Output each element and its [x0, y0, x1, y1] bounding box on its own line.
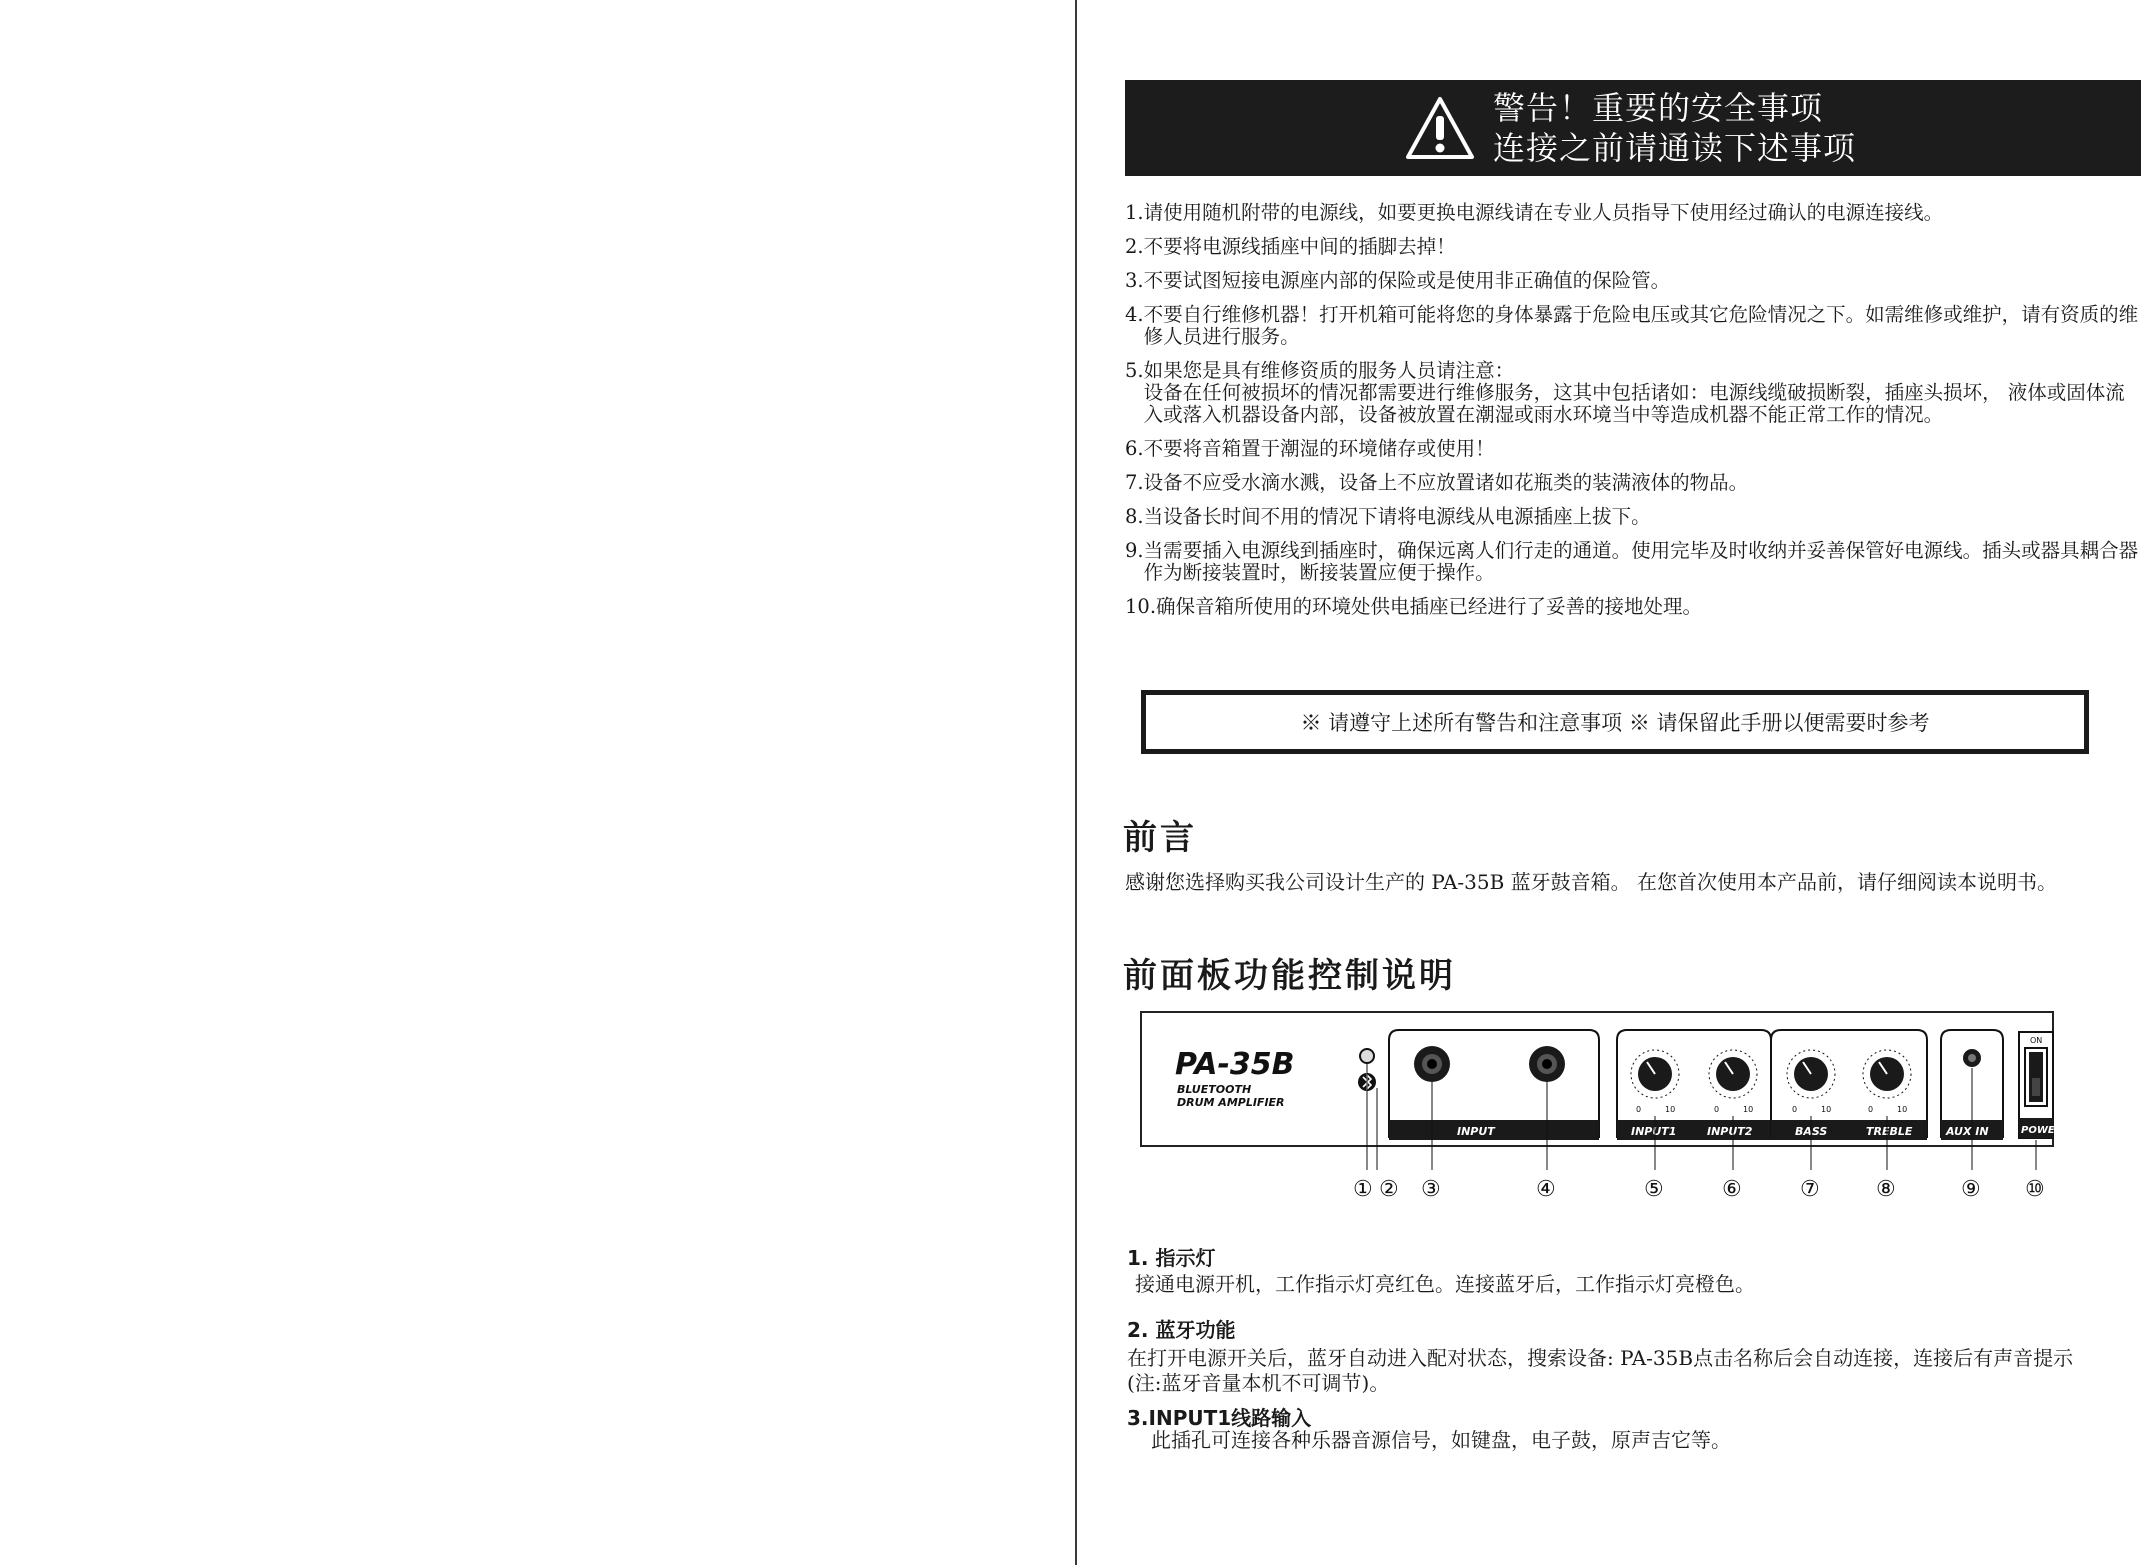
callout-1: ① — [1353, 1177, 1373, 1202]
item-text: 不要自行维修机器！打开机箱可能将您的身体暴露于危险电压或其它危险情况之下。如需维修或维护，请有资质的维修人员进行服务。 — [1143, 303, 2139, 348]
item-text: 当需要插入电源线到插座时，确保远离人们行走的通道。使用完毕及时收纳并妥善保管好电源线。插头或器具耦合器作为断接装置时，断接装置应便于操作。 — [1143, 539, 2139, 584]
item-text-group — [1144, 360, 2141, 426]
warning-subtitle: 连接之前请通读下述事项 — [1493, 129, 1857, 167]
list-item — [1125, 506, 2141, 528]
manual-page — [1077, 0, 2145, 1565]
knob-icon[interactable] — [1863, 1050, 1911, 1098]
jack-icon[interactable] — [1414, 1046, 1450, 1082]
callout-6: ⑥ — [1722, 1177, 1742, 1202]
power-section — [2019, 1030, 2062, 1138]
scale-max: 10 — [1665, 1105, 1676, 1114]
item-number: 1. — [1125, 201, 1144, 224]
list-item — [1125, 202, 2141, 224]
item-number: 2. — [1125, 235, 1144, 258]
section-3-text: 此插孔可连接各种乐器音源信号，如键盘，电子鼓，原声吉它等。 — [1151, 1428, 1731, 1452]
item-text: 确保音箱所使用的环境处供电插座已经进行了妥善的接地处理。 — [1156, 595, 1703, 618]
warning-title: 警告！重要的安全事项 — [1493, 89, 1824, 127]
front-panel-heading: 前面板功能控制说明 — [1123, 956, 1456, 996]
aux-in-label: AUX IN — [1946, 1125, 1989, 1138]
preface-heading: 前言 — [1123, 818, 1197, 858]
model-name: PA-35B — [1175, 1047, 1295, 1082]
warning-banner — [1125, 80, 2141, 176]
preface-text: 感谢您选择购买我公司设计生产的 PA-35B 蓝牙鼓音箱。 在您首次使用本产品前，请仔细阅读本说明书。 — [1125, 870, 2058, 894]
scale-min: 0 — [1868, 1105, 1874, 1114]
bass-label: BASS — [1795, 1125, 1828, 1138]
input1-label: INPUT1 — [1631, 1125, 1677, 1138]
item-text: 不要试图短接电源座内部的保险或是使用非正确值的保险管。 — [1143, 269, 1671, 292]
callout-4: ④ — [1536, 1177, 1556, 1202]
warning-triangle-icon — [1405, 96, 1475, 160]
input-label: INPUT — [1457, 1125, 1495, 1138]
list-item — [1125, 540, 2141, 584]
callout-7: ⑦ — [1800, 1177, 1820, 1202]
brand-line-2: DRUM AMPLIFIER — [1177, 1096, 1285, 1109]
item-text: 请使用随机附带的电源线，如要更换电源线请在专业人员指导下使用经过确认的电源连接线。 — [1143, 201, 1944, 224]
callout-8: ⑧ — [1876, 1177, 1896, 1202]
power-on-label: ON — [2030, 1036, 2043, 1045]
list-item — [1125, 236, 2141, 258]
input-jacks-section — [1389, 1030, 1599, 1140]
aux-jack-icon[interactable] — [1963, 1049, 1981, 1067]
scale-max: 10 — [1821, 1105, 1832, 1114]
callout-5: ⑤ — [1644, 1177, 1664, 1202]
list-item — [1125, 360, 2141, 426]
treble-label: TREBLE — [1866, 1125, 1913, 1138]
scale-max: 10 — [1743, 1105, 1754, 1114]
callout-9: ⑨ — [1961, 1177, 1981, 1202]
item-text: 设备不应受水滴水溅，设备上不应放置诸如花瓶类的装满液体的物品。 — [1143, 471, 1749, 494]
power-switch-icon[interactable] — [2025, 1048, 2047, 1106]
power-label: POWER — [2021, 1125, 2063, 1136]
brand-line-1: BLUETOOTH — [1177, 1083, 1252, 1096]
notice-box — [1141, 690, 2089, 754]
section-2-title: 2. 蓝牙功能 — [1127, 1318, 1236, 1342]
front-panel-diagram — [1139, 1008, 2089, 1208]
scale-min: 0 — [1792, 1105, 1798, 1114]
section-1-text: 接通电源开机，工作指示灯亮红色。连接蓝牙后，工作指示灯亮橙色。 — [1135, 1272, 1755, 1296]
callout-10: ⑩ — [2025, 1177, 2045, 1202]
indicator-led-icon — [1360, 1049, 1374, 1063]
item-number: 3. — [1125, 269, 1144, 292]
item-text: 不要将电源线插座中间的插脚去掉！ — [1143, 235, 1456, 258]
list-item — [1125, 304, 2141, 348]
input2-label: INPUT2 — [1707, 1125, 1753, 1138]
scale-min: 0 — [1714, 1105, 1720, 1114]
callout-2: ② — [1379, 1177, 1399, 1202]
item-text: 当设备长时间不用的情况下请将电源线从电源插座上拔下。 — [1143, 505, 1651, 528]
knob-icon[interactable] — [1631, 1050, 1679, 1098]
item-subtext: 设备在任何被损坏的情况都需要进行维修服务，这其中包括诸如：电源线缆破损断裂，插座头损坏， 液体或固体流入或落入机器设备内部，设备被放置在潮湿或雨水环境当中等造成机器不能正常工作的情况。 — [1143, 381, 2125, 426]
item-number: 6. — [1125, 437, 1144, 460]
item-text: 不要将音箱置于潮湿的环境储存或使用！ — [1143, 437, 1495, 460]
item-number: 9. — [1125, 539, 1144, 562]
volume-knobs-section — [1617, 1030, 1771, 1140]
item-number: 10. — [1125, 595, 1157, 618]
list-item — [1125, 596, 2141, 618]
item-number: 5. — [1125, 359, 1144, 382]
item-number: 8. — [1125, 505, 1144, 528]
list-item — [1125, 438, 2141, 460]
knob-icon[interactable] — [1787, 1050, 1835, 1098]
item-number: 4. — [1125, 303, 1144, 326]
section-2-text: 在打开电源开关后，蓝牙自动进入配对状态，搜索设备: PA-35B点击名称后会自动连接，连接后有声音提示(注:蓝牙音量本机不可调节)。 — [1127, 1346, 2074, 1395]
list-item — [1125, 472, 2141, 494]
callout-3: ③ — [1421, 1177, 1441, 1202]
scale-min: 0 — [1636, 1105, 1642, 1114]
leader-lines — [1367, 1063, 2036, 1170]
jack-icon[interactable] — [1529, 1046, 1565, 1082]
section-3-title: 3.INPUT1线路输入 — [1127, 1406, 1312, 1430]
section-1-title: 1. 指示灯 — [1127, 1246, 1216, 1270]
scale-max: 10 — [1897, 1105, 1908, 1114]
list-item — [1125, 270, 2141, 292]
safety-list — [1125, 202, 2141, 630]
knob-icon[interactable] — [1709, 1050, 1757, 1098]
item-number: 7. — [1125, 471, 1144, 494]
eq-knobs-section — [1771, 1030, 1927, 1140]
notice-text: ※ 请遵守上述所有警告和注意事项 ※ 请保留此手册以便需要时参考 — [1300, 711, 1930, 735]
item-text: 如果您是具有维修资质的服务人员请注意： — [1143, 359, 1515, 382]
